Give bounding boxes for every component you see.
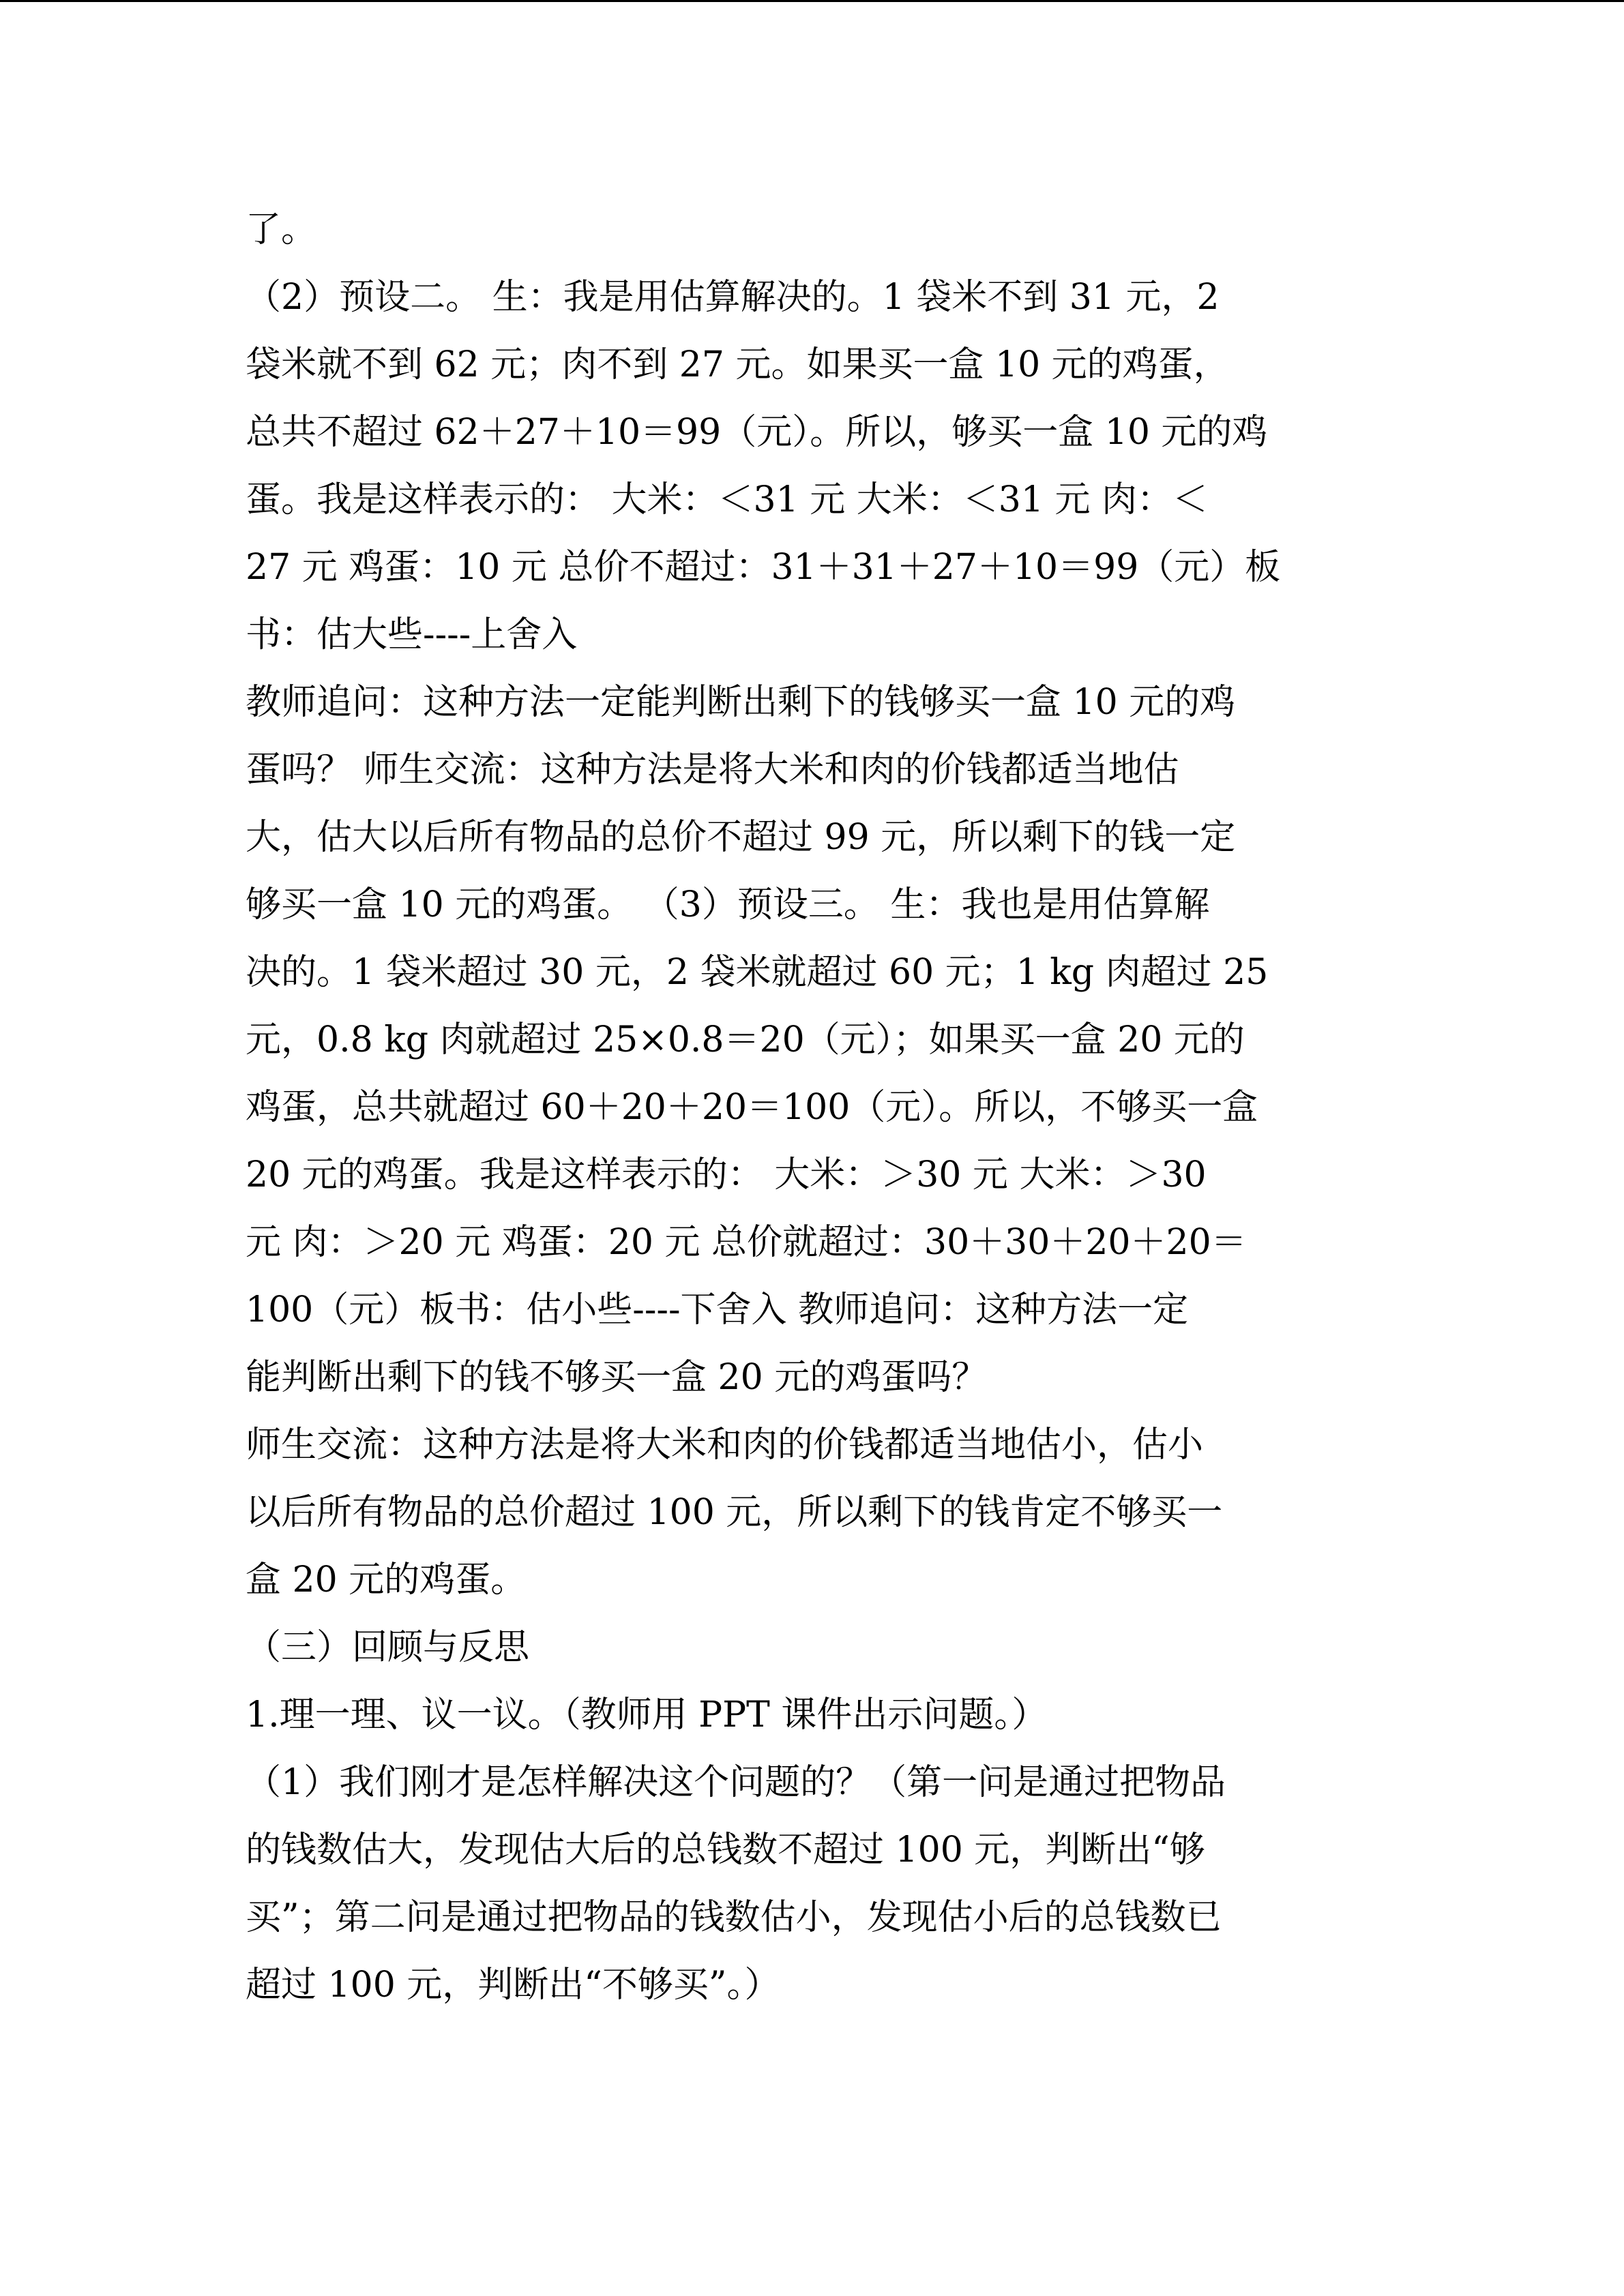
text-line: 书：估大些----上舍入 [246, 614, 578, 655]
text-line: 1.理一理、议一议。（教师用 PPT 课件出示问题。） [246, 1695, 1048, 1735]
text-line: （1）我们刚才是怎样解决这个问题的？（第一问是通过把物品 [246, 1762, 1226, 1803]
text-line: 鸡蛋，总共就超过 60＋20＋20＝100（元）。所以，不够买一盒 [246, 1087, 1258, 1128]
text-line: 能判断出剩下的钱不够买一盒 20 元的鸡蛋吗？ [246, 1357, 988, 1398]
text-line: 超过 100 元，判断出“不够买”。） [246, 1965, 780, 2006]
page-top-border [0, 0, 1624, 2]
text-line: 以后所有物品的总价超过 100 元，所以剩下的钱肯定不够买一 [246, 1492, 1223, 1533]
text-line: 师生交流：这种方法是将大米和肉的价钱都适当地估小，估小 [246, 1425, 1204, 1465]
text-line: 的钱数估大，发现估大后的总钱数不超过 100 元，判断出“够 [246, 1830, 1205, 1870]
text-line: 总共不超过 62＋27＋10＝99（元）。所以，够买一盒 10 元的鸡 [246, 412, 1268, 453]
text-line: 够买一盒 10 元的鸡蛋。 （3）预设三。 生：我也是用估算解 [246, 884, 1210, 925]
text-line: （2）预设二。 生：我是用估算解决的。1 袋米不到 31 元，2 [246, 277, 1220, 318]
text-line: 蛋。我是这样表示的： 大米：＜31 元 大米：＜31 元 肉：＜ [246, 479, 1208, 520]
document-body [246, 196, 1385, 2019]
text-line: 袋米就不到 62 元；肉不到 27 元。如果买一盒 10 元的鸡蛋， [246, 344, 1229, 385]
text-line: 元，0.8 kg 肉就超过 25×0.8＝20（元）；如果买一盒 20 元的 [246, 1019, 1245, 1060]
text-line: 教师追问：这种方法一定能判断出剩下的钱够买一盒 10 元的鸡 [246, 682, 1236, 723]
text-line: 买”；第二问是通过把物品的钱数估小，发现估小后的总钱数已 [246, 1897, 1222, 1938]
text-line: 盒 20 元的鸡蛋。 [246, 1560, 527, 1600]
text-line: 100（元）板书：估小些----下舍入 教师追问：这种方法一定 [246, 1289, 1189, 1330]
text-line: 20 元的鸡蛋。我是这样表示的： 大米：＞30 元 大米：＞30 [246, 1154, 1207, 1195]
section-heading: （三）回顾与反思 [246, 1627, 530, 1668]
text-line: 决的。1 袋米超过 30 元，2 袋米就超过 60 元；1 kg 肉超过 25 [246, 952, 1269, 993]
text-line: 了。 [246, 209, 317, 250]
text-line: 大，估大以后所有物品的总价不超过 99 元，所以剩下的钱一定 [246, 817, 1236, 858]
text-line: 元 肉：＞20 元 鸡蛋：20 元 总价就超过：30＋30＋20＋20＝ [246, 1222, 1247, 1263]
text-line: 27 元 鸡蛋：10 元 总价不超过：31＋31＋27＋10＝99（元）板 [246, 547, 1281, 588]
text-line: 蛋吗？ 师生交流：这种方法是将大米和肉的价钱都适当地估 [246, 749, 1179, 790]
